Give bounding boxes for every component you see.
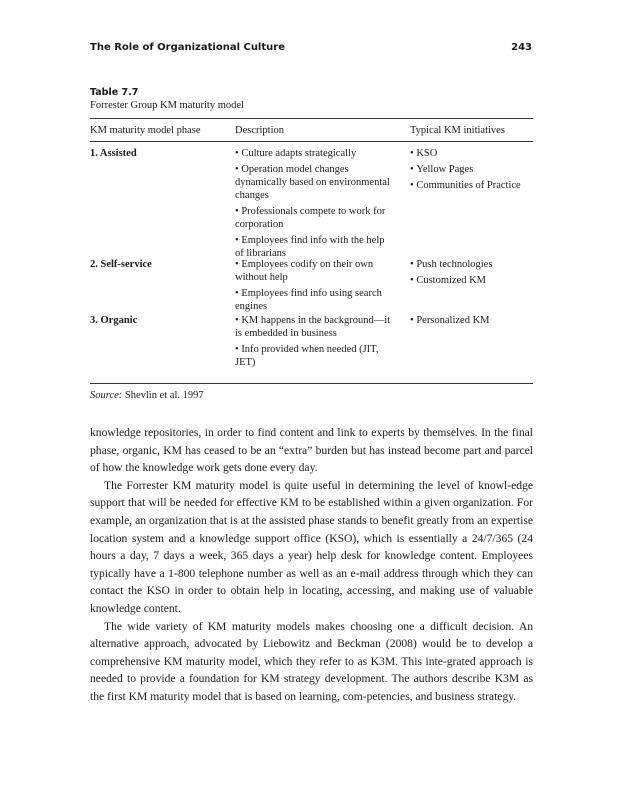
- list-item: • Operation model changes dynamically based on environmental changes: [235, 163, 395, 202]
- table-caption: Forrester Group KM maturity model: [90, 100, 244, 111]
- list-item: • Communities of Practice: [410, 179, 540, 192]
- row-phase-organic: 3. Organic: [90, 315, 138, 326]
- list-item: • Yellow Pages: [410, 163, 540, 176]
- list-item: • Employees find info using search engines: [235, 287, 395, 313]
- list-item: • Culture adapts strategically: [235, 147, 395, 160]
- list-item: • Professionals compete to work for corporation: [235, 205, 395, 231]
- list-item: • KSO: [410, 147, 540, 160]
- row-initiatives-self-service: [410, 258, 540, 290]
- list-item: • Employees find info with the help of librarians: [235, 234, 395, 260]
- table-source: [90, 390, 204, 401]
- source-label: Source:: [90, 390, 123, 401]
- list-item: • Employees codify on their own without help: [235, 258, 395, 284]
- table-header-rule: [90, 141, 533, 142]
- page-number: 243: [511, 42, 532, 53]
- list-item: • Info provided when needed (JIT, JET): [235, 343, 395, 369]
- column-header-description: Description: [235, 125, 284, 136]
- body-text: [90, 424, 533, 706]
- list-item: • Push technologies: [410, 258, 540, 271]
- row-description-assisted: [235, 147, 395, 263]
- row-description-self-service: [235, 258, 395, 316]
- running-header-title: The Role of Organizational Culture: [90, 42, 285, 53]
- row-initiatives-organic: [410, 314, 540, 330]
- paragraph: The Forrester KM maturity model is quite useful in determining the level of knowl-edge support that will be needed for effective KM to be established within a given organization. For example, an organization that is at the assisted phase stands to benefit greatly from an expertise location system and a knowledge support office (KSO), which is essentially a 24/7/365 (24 hours a day, 7 days a week, 365 days a year) help desk for knowledge content. Employees typically have a 1-800 telephone number as well as an e-mail address through which they can contact the KSO in order to obtain help in locating, accessing, and making use of valuable knowledge content.: [90, 478, 533, 615]
- table-bottom-rule: [90, 383, 533, 384]
- column-header-phase: KM maturity model phase: [90, 125, 201, 136]
- source-text: Shevlin et al. 1997: [122, 390, 204, 401]
- paragraph: The wide variety of KM maturity models makes choosing one a difficult decision. An alternative approach, advocated by Liebowitz and Beckman (2008) would be to develop a comprehensive KM maturity model, which they refer to as K3M. This inte-grated approach is needed to provide a foundation for KM strategy development. The authors describe K3M as the first KM maturity model that is based on learning, com-petencies, and business strategy.: [90, 619, 533, 703]
- row-phase-self-service: 2. Self-service: [90, 259, 152, 270]
- row-phase-assisted: 1. Assisted: [90, 148, 137, 159]
- list-item: • KM happens in the background—it is embedded in business: [235, 314, 395, 340]
- row-description-organic: [235, 314, 395, 372]
- row-initiatives-assisted: [410, 147, 540, 195]
- paragraph: knowledge repositories, in order to find content and link to experts by themselves. In the final phase, organic, KM has ceased to be an “extra” burden but has instead become part and parcel of how the knowledge work gets done every day.: [90, 426, 533, 475]
- table-top-rule: [90, 118, 533, 119]
- list-item: • Customized KM: [410, 274, 540, 287]
- table-label: Table 7.7: [90, 87, 139, 98]
- list-item: • Personalized KM: [410, 314, 540, 327]
- column-header-initiatives: Typical KM initiatives: [410, 125, 505, 136]
